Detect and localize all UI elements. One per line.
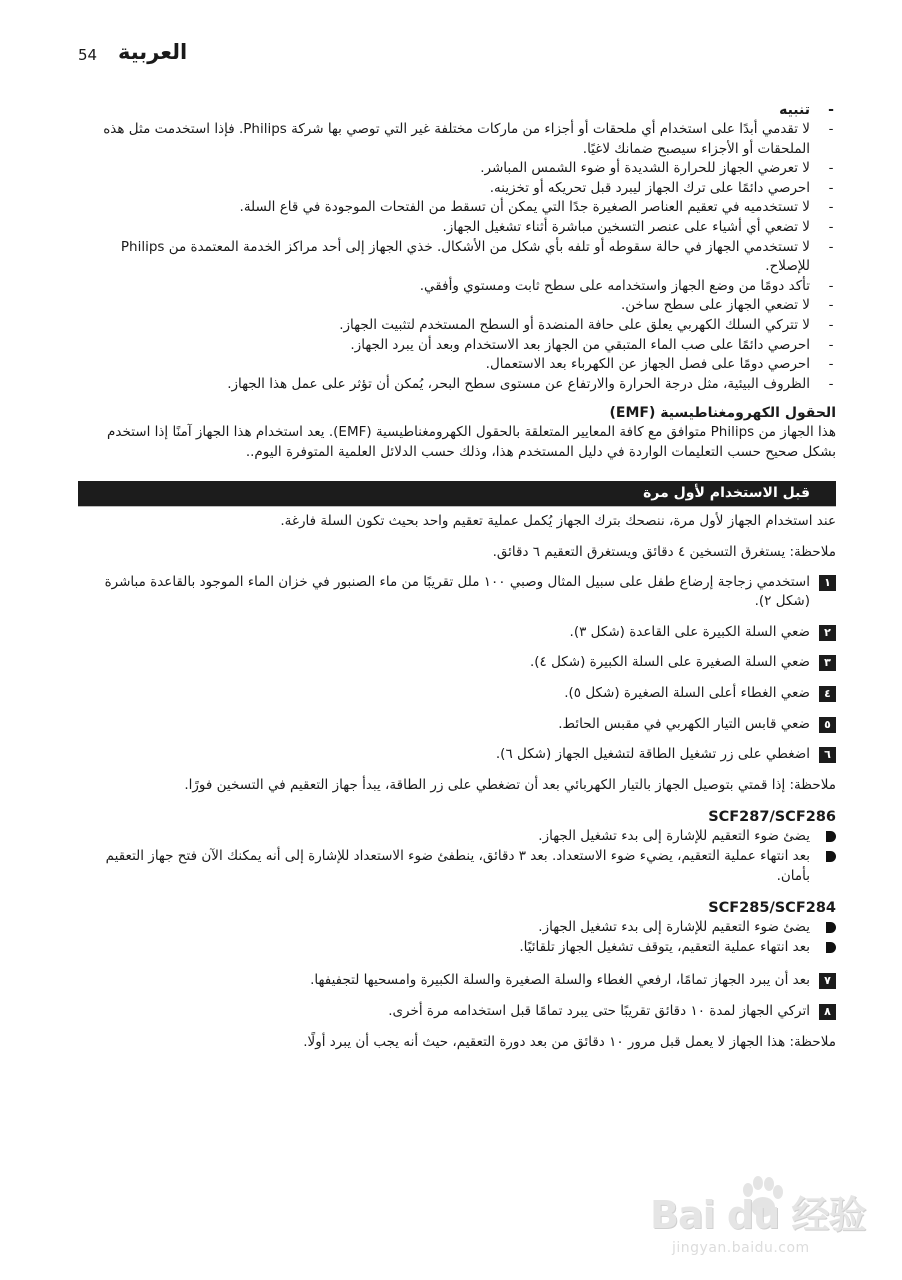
step-item: ١ استخدمي زجاجة إرضاع طفل على سبيل المثال وصبي ١٠٠ ملل تقريبًا من ماء الصنبور في خزان الماء الموجود بالقاعدة مباشرة (شكل ٢). [78, 573, 836, 612]
caution-item: - احرصي دائمًا على ترك الجهاز ليبرد قبل تحريكه أو تخزينه. [489, 179, 834, 196]
step-item: ٧ بعد أن يبرد الجهاز تمامًا، ارفعي الغطاء والسلة الصغيرة والسلة الكبيرة وامسحيها لتجفيفها. [78, 971, 836, 991]
caution-item: - لا تستخدميه في تعقيم العناصر الصغيرة جدًا التي يمكن أن تسقط من الفتحات الموجودة في قاع السلة. [239, 199, 834, 216]
step-item: ٢ ضعي السلة الكبيرة على القاعدة (شكل ٣). [78, 623, 836, 643]
note-heating: ملاحظة: يستغرق التسخين ٤ دقائق ويستغرق التعقيم ٦ دقائق. [492, 544, 836, 561]
step-number: ٢ [819, 625, 836, 641]
caution-item: - لا تقدمي أبدًا على استخدام أي ملحقات أو أجزاء من ماركات مختلفة غير التي توصي بها شركة Philips. فإذا استخدمت مثل هذه الملحقات أو الأجزاء سيصبح ضمانك لاغيًا. [103, 121, 834, 157]
step-number: ٦ [819, 747, 836, 763]
bullet-icon [826, 831, 836, 842]
caution-list [78, 120, 836, 394]
model-a-bullets [78, 827, 836, 886]
steps-list [78, 573, 836, 765]
steps-list-2 [78, 971, 836, 1021]
bullet-icon [826, 942, 836, 953]
model-heading-a: SCF287/SCF286 [708, 809, 836, 826]
watermark-brand: Bai du 经验 [650, 1193, 866, 1237]
step-item: ٥ ضعي قابس التيار الكهربي في مقبس الحائط. [78, 715, 836, 735]
language-title: العربية [118, 40, 188, 64]
step-number: ٧ [819, 973, 836, 989]
step-item: ٤ ضعي الغطاء أعلى السلة الصغيرة (شكل ٥). [78, 684, 836, 704]
step-item: ٣ ضعي السلة الصغيرة على السلة الكبيرة (شكل ٤). [78, 653, 836, 673]
caution-item: - لا تضعي أي أشياء على عنصر التسخين مباشرة أثناء تشغيل الجهاز. [442, 218, 834, 235]
bullet-icon [826, 851, 836, 862]
bullet-item: يضئ ضوء التعقيم للإشارة إلى بدء تشغيل الجهاز. [78, 827, 836, 847]
section-title-bar [78, 481, 836, 506]
page-content [78, 100, 836, 1052]
caution-item: - الظروف البيئية، مثل درجة الحرارة والارتفاع عن مستوى سطح البحر، يُمكن أن تؤثر على عمل هذا الجهاز. [227, 375, 834, 392]
bullet-item: يضئ ضوء التعقيم للإشارة إلى بدء تشغيل الجهاز. [78, 918, 836, 938]
caution-item: - احرصي دومًا على فصل الجهاز عن الكهرباء بعد الاستعمال. [485, 356, 834, 373]
step-number: ١ [819, 575, 836, 591]
step-number: ٤ [819, 686, 836, 702]
page-number: 54 [78, 46, 98, 64]
model-heading-b: SCF285/SCF284 [708, 900, 836, 917]
bullet-icon [826, 922, 836, 933]
section-rule [78, 506, 836, 507]
bullet-item: بعد انتهاء عملية التعقيم، يضيء ضوء الاستعداد. بعد ٣ دقائق، ينطفئ ضوء الاستعداد للإشارة إلى أنه يمكنك الآن فتح جهاز التعقيم بأمان. [78, 847, 836, 886]
caution-item: - لا تستخدمي الجهاز في حالة سقوطه أو تلفه بأي شكل من الأشكال. خذي الجهاز إلى أحد مراكز الخدمة المعتمدة من Philips للإصلاح. [120, 238, 834, 275]
step-number: ٣ [819, 655, 836, 671]
watermark-site: jingyan.baidu.com [672, 1240, 810, 1256]
emf-text: هذا الجهاز من Philips متوافق مع كافة المعايير المتعلقة بالحقول الكهرومغناطيسية (EMF). يعد استخدام هذا الجهاز آمنًا إذا استخدم بشكل صحيح حسب التعليمات الواردة في دليل المستخدم هذا، وذلك حسب الدلائل العلمية المتوفرة اليوم.. [107, 424, 836, 460]
baidu-watermark [646, 1176, 866, 1266]
note-cooldown: ملاحظة: هذا الجهاز لا يعمل قبل مرور ١٠ دقائق من بعد دورة التعقيم، حيث أنه يجب أن يبرد أولًا. [303, 1033, 836, 1050]
model-b-bullets [78, 918, 836, 957]
caution-item: - لا تتركي السلك الكهربي يعلق على حافة المنضدة أو السطح المستخدم لتثبيت الجهاز. [339, 316, 834, 333]
emf-heading: الحقول الكهرومغناطيسية (EMF) [609, 405, 836, 422]
step-number: ٨ [819, 1004, 836, 1020]
step-item: ٦ اضغطي على زر تشغيل الطاقة لتشغيل الجهاز (شكل ٦). [78, 745, 836, 765]
step-number: ٥ [819, 717, 836, 733]
bullet-item: بعد انتهاء عملية التعقيم، يتوقف تشغيل الجهاز تلقائيًا. [78, 938, 836, 958]
caution-item: - لا تعرضي الجهاز للحرارة الشديدة أو ضوء الشمس المباشر. [480, 160, 834, 177]
caution-item: - تأكد دومًا من وضع الجهاز واستخدامه على سطح ثابت ومستوي وأفقي. [419, 277, 834, 294]
caution-heading: - تنبيه [779, 102, 834, 118]
step-item: ٨ اتركي الجهاز لمدة ١٠ دقائق تقريبًا حتى يبرد تمامًا قبل استخدامه مرة أخرى. [78, 1002, 836, 1022]
section-title: قبل الاستخدام لأول مرة [643, 484, 810, 501]
intro-text: عند استخدام الجهاز لأول مرة، ننصحك بترك الجهاز يُكمل عملية تعقيم واحد بحيث تكون السلة فارغة. [280, 512, 836, 529]
caution-item: - احرصي دائمًا على صب الماء المتبقي من الجهاز بعد الاستخدام وبعد أن يبرد الجهاز. [350, 336, 834, 353]
caution-item: - لا تضعي الجهاز على سطح ساخن. [620, 297, 834, 314]
note-power: ملاحظة: إذا قمتي بتوصيل الجهاز بالتيار الكهربائي بعد أن تضغطي على زر الطاقة، يبدأ جهاز التعقيم في التسخين فورًا. [184, 776, 836, 793]
